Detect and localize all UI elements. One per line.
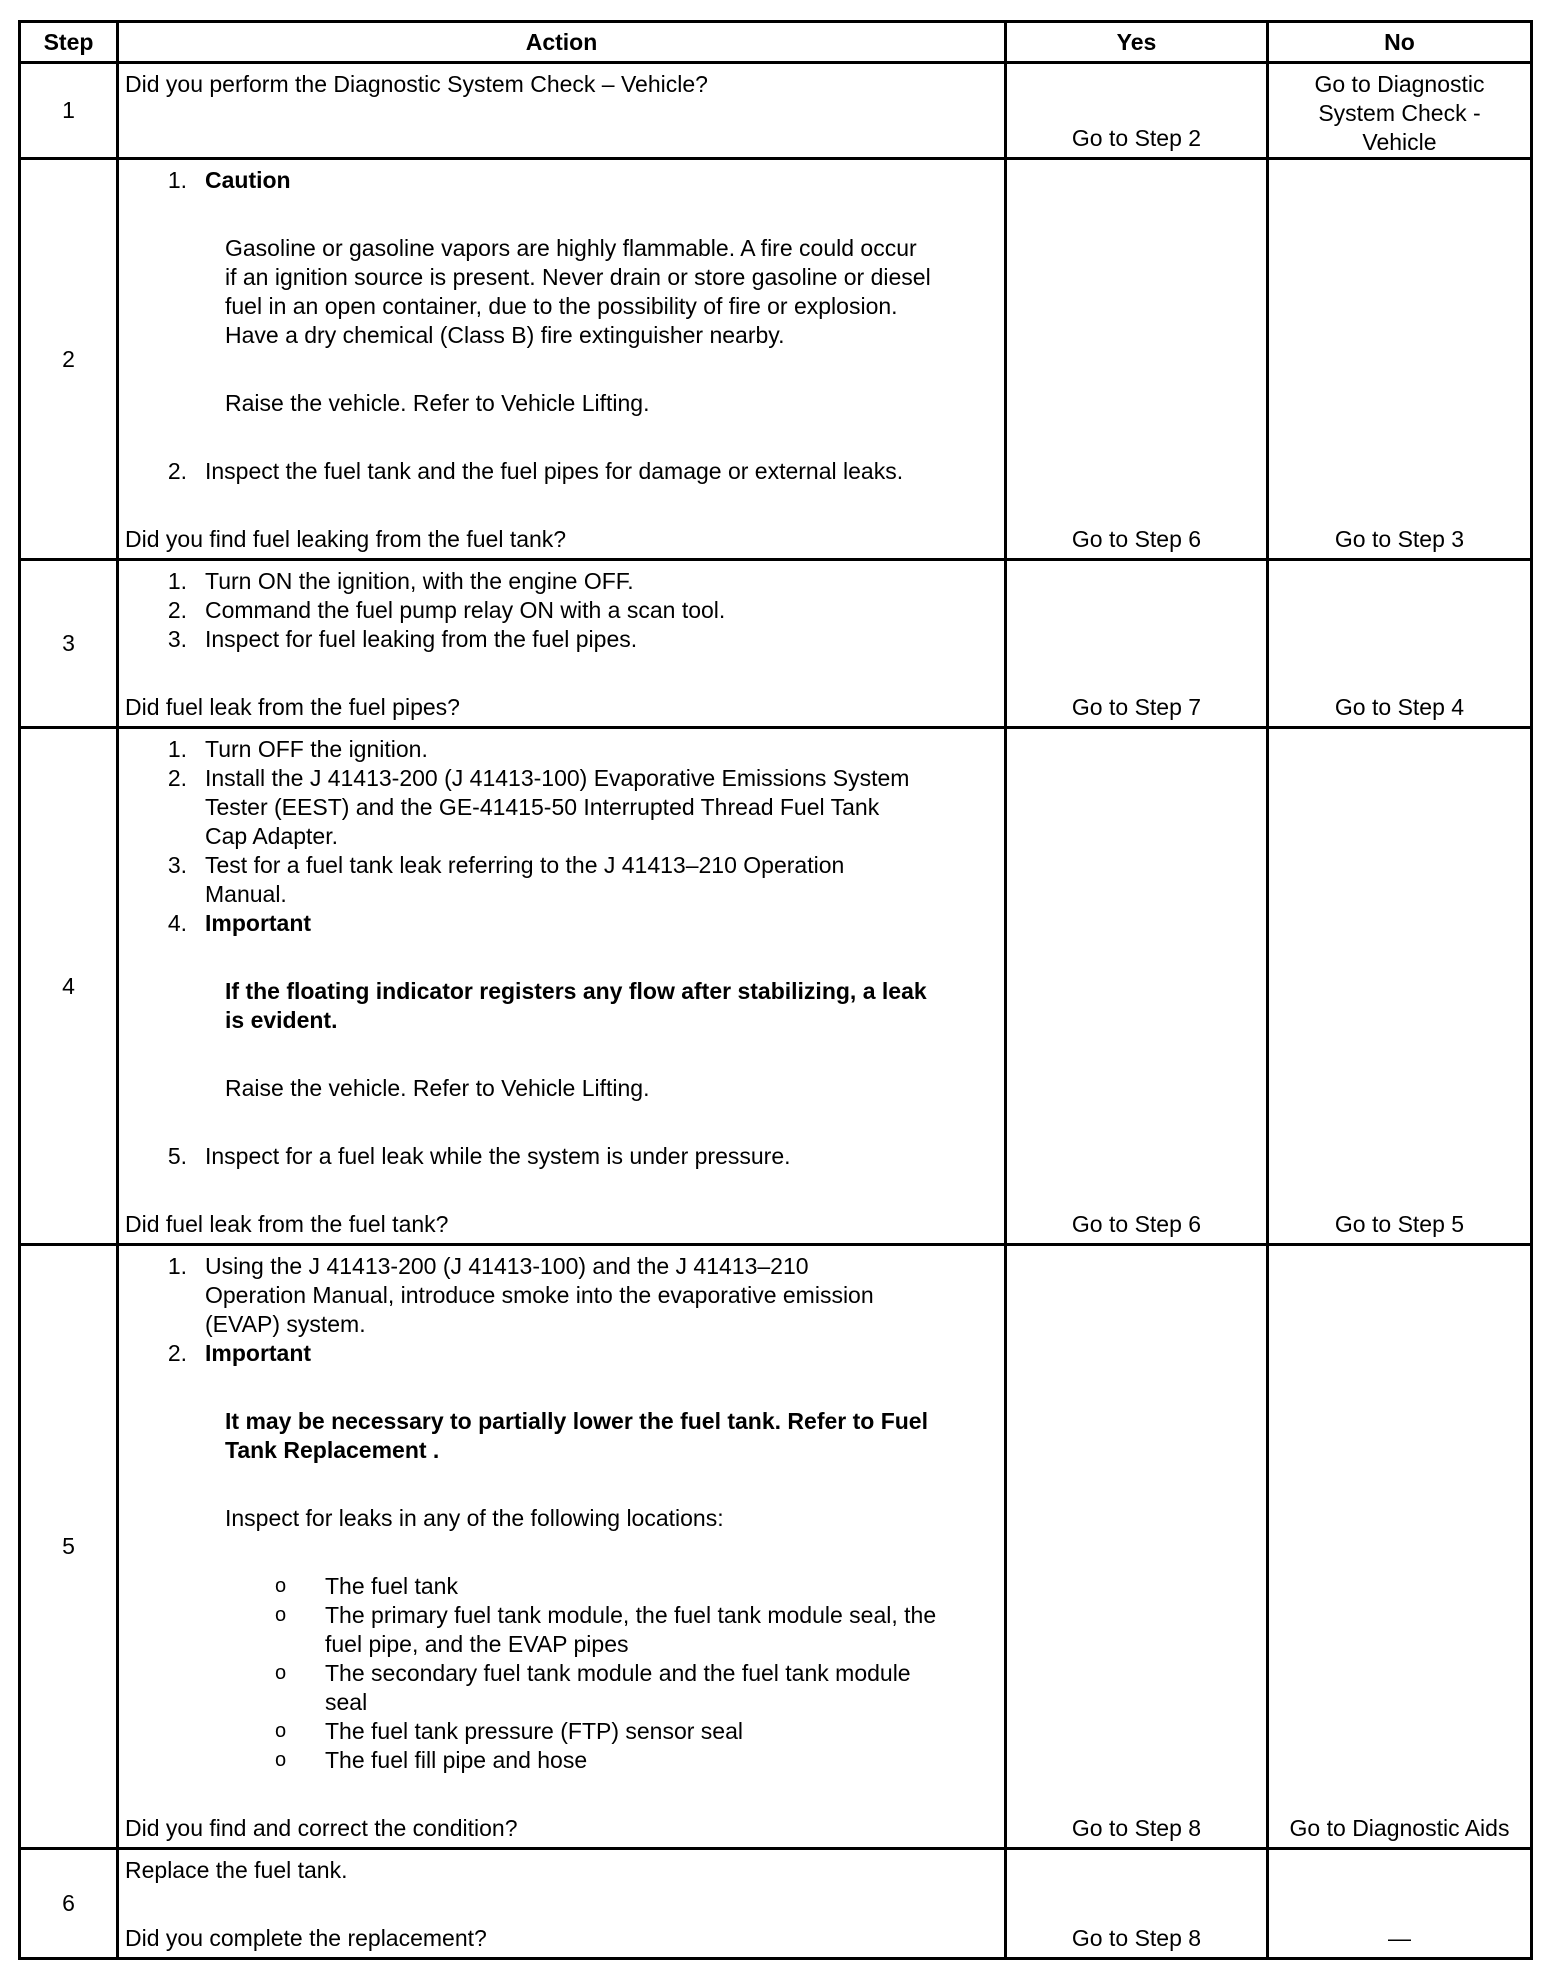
text-line: seal xyxy=(325,1689,368,1715)
no-cell xyxy=(1268,1849,1532,1959)
bullet-item xyxy=(125,1717,1000,1746)
caution-body xyxy=(125,234,1000,350)
text-line: Have a dry chemical (Class B) fire extinguisher nearby. xyxy=(225,322,785,348)
item-number: 4. xyxy=(167,910,187,936)
item-number: 3. xyxy=(167,626,187,652)
item-number: 1. xyxy=(167,736,187,762)
yes-cell xyxy=(1006,63,1268,159)
list-item xyxy=(125,909,1000,938)
header-action: Action xyxy=(118,22,1006,63)
action-cell xyxy=(118,560,1006,728)
yes-cell xyxy=(1006,159,1268,560)
text-line: if an ignition source is present. Never drain or store gasoline or diesel xyxy=(225,264,931,290)
important-title: Important xyxy=(205,910,312,936)
bullet-text xyxy=(325,1601,1000,1659)
item-number: 1. xyxy=(167,568,187,594)
step-number: 1 xyxy=(20,63,118,159)
list-item xyxy=(125,567,1000,596)
list-item xyxy=(125,851,1000,909)
bullet-marker: o xyxy=(275,1662,287,1684)
item-number: 1. xyxy=(167,1253,187,1279)
yes-cell xyxy=(1006,1245,1268,1849)
text-line: The secondary fuel tank module and the fuel tank module xyxy=(325,1660,911,1686)
action-cell xyxy=(118,1849,1006,1959)
item-text xyxy=(205,1252,1000,1339)
table-row-step-2 xyxy=(20,159,1532,560)
bullet-text: The fuel tank xyxy=(325,1573,458,1599)
item-number: 2. xyxy=(167,458,187,484)
item-text: Inspect for fuel leaking from the fuel pipes. xyxy=(205,626,638,652)
step-number: 5 xyxy=(20,1245,118,1849)
list-item xyxy=(125,1142,1000,1171)
question-text: Did fuel leak from the fuel tank? xyxy=(125,1211,449,1237)
table-row-step-4 xyxy=(20,728,1532,1245)
list-item xyxy=(125,457,1000,486)
no-outcome-line: System Check - xyxy=(1318,100,1481,126)
list-item xyxy=(125,764,1000,851)
yes-outcome: Go to Step 6 xyxy=(1071,1211,1202,1237)
text-line: Install the J 41413-200 (J 41413-100) Evaporative Emissions System xyxy=(205,765,910,791)
no-outcome: — xyxy=(1388,1925,1411,1951)
text-line: (EVAP) system. xyxy=(205,1311,366,1337)
bullet-item xyxy=(125,1572,1000,1601)
instruction-text: Raise the vehicle. Refer to Vehicle Lifting. xyxy=(225,390,650,416)
text-line: Tester (EEST) and the GE-41415-50 Interrupted Thread Fuel Tank xyxy=(205,794,880,820)
no-outcome-line: Go to Diagnostic xyxy=(1314,71,1485,97)
item-number: 1. xyxy=(167,167,187,193)
instruction-text: Raise the vehicle. Refer to Vehicle Lifting. xyxy=(225,1075,650,1101)
yes-cell xyxy=(1006,560,1268,728)
question-text: Did you find fuel leaking from the fuel tank? xyxy=(125,526,567,552)
text-line: Test for a fuel tank leak referring to the J 41413–210 Operation xyxy=(205,852,845,878)
no-cell xyxy=(1268,728,1532,1245)
text-line: Cap Adapter. xyxy=(205,823,338,849)
yes-outcome: Go to Step 8 xyxy=(1071,1925,1202,1951)
action-cell xyxy=(118,728,1006,1245)
text-line: fuel pipe, and the EVAP pipes xyxy=(325,1631,629,1657)
text-line: Tank Replacement . xyxy=(225,1437,440,1463)
bullet-item xyxy=(125,1659,1000,1717)
yes-cell xyxy=(1006,1849,1268,1959)
item-text: Turn OFF the ignition. xyxy=(205,736,428,762)
list-item xyxy=(125,625,1000,654)
item-text: Command the fuel pump relay ON with a scan tool. xyxy=(205,597,726,623)
question-text: Did you perform the Diagnostic System Check – Vehicle? xyxy=(125,71,708,97)
instruction-text: Inspect for leaks in any of the following locations: xyxy=(225,1505,724,1531)
diagnostic-table-page xyxy=(18,20,1530,1960)
step-number: 4 xyxy=(20,728,118,1245)
bullet-item xyxy=(125,1746,1000,1775)
question-text: Did you complete the replacement? xyxy=(125,1925,487,1951)
action-cell xyxy=(118,63,1006,159)
list-item xyxy=(125,1252,1000,1339)
item-number: 3. xyxy=(167,852,187,878)
text-line: is evident. xyxy=(225,1007,338,1033)
bullet-text: The fuel fill pipe and hose xyxy=(325,1747,588,1773)
item-text: Inspect for a fuel leak while the system is under pressure. xyxy=(205,1143,791,1169)
text-line: fuel in an open container, due to the possibility of fire or explosion. xyxy=(225,293,898,319)
list-item xyxy=(125,166,1000,195)
text-line: Operation Manual, introduce smoke into the evaporative emission xyxy=(205,1282,874,1308)
bullet-item xyxy=(125,1601,1000,1659)
important-title: Important xyxy=(205,1340,312,1366)
question-text: Did fuel leak from the fuel pipes? xyxy=(125,694,460,720)
header-step: Step xyxy=(20,22,118,63)
text-line: Manual. xyxy=(205,881,287,907)
list-item xyxy=(125,1339,1000,1368)
question-text: Did you find and correct the condition? xyxy=(125,1815,518,1841)
no-outcome xyxy=(1269,70,1530,157)
action-cell xyxy=(118,1245,1006,1849)
bullet-marker: o xyxy=(275,1604,287,1626)
item-number: 5. xyxy=(167,1143,187,1169)
instruction-text: Replace the fuel tank. xyxy=(125,1857,348,1883)
yes-cell xyxy=(1006,728,1268,1245)
item-number: 2. xyxy=(167,597,187,623)
item-text xyxy=(205,851,1000,909)
action-cell xyxy=(118,159,1006,560)
no-outcome: Go to Step 3 xyxy=(1334,526,1465,552)
bullet-marker: o xyxy=(275,1575,287,1597)
bullet-marker: o xyxy=(275,1720,287,1742)
table-row-step-1 xyxy=(20,63,1532,159)
table-row-step-5 xyxy=(20,1245,1532,1849)
table-row-step-6 xyxy=(20,1849,1532,1959)
bullet-text xyxy=(325,1659,1000,1717)
bullet-text: The fuel tank pressure (FTP) sensor seal xyxy=(325,1718,743,1744)
header-yes: Yes xyxy=(1006,22,1268,63)
important-body xyxy=(125,1407,1000,1465)
step-number: 3 xyxy=(20,560,118,728)
no-outcome: Go to Step 5 xyxy=(1334,1211,1465,1237)
no-outcome: Go to Diagnostic Aids xyxy=(1289,1815,1510,1841)
bullet-marker: o xyxy=(275,1749,287,1771)
list-item xyxy=(125,596,1000,625)
no-cell xyxy=(1268,63,1532,159)
text-line: The primary fuel tank module, the fuel tank module seal, the xyxy=(325,1602,937,1628)
table-row-step-3 xyxy=(20,560,1532,728)
no-cell xyxy=(1268,159,1532,560)
no-cell xyxy=(1268,1245,1532,1849)
no-outcome-line: Vehicle xyxy=(1362,129,1437,155)
text-line: Using the J 41413-200 (J 41413-100) and the J 41413–210 xyxy=(205,1253,809,1279)
yes-outcome: Go to Step 6 xyxy=(1071,526,1202,552)
step-number: 6 xyxy=(20,1849,118,1959)
step-number: 2 xyxy=(20,159,118,560)
list-item xyxy=(125,735,1000,764)
diagnostic-steps-table xyxy=(18,20,1533,1960)
yes-outcome: Go to Step 7 xyxy=(1071,694,1202,720)
item-text: Inspect the fuel tank and the fuel pipes for damage or external leaks. xyxy=(205,458,904,484)
header-no: No xyxy=(1268,22,1532,63)
text-line: It may be necessary to partially lower the fuel tank. Refer to Fuel xyxy=(225,1408,928,1434)
item-text xyxy=(205,764,1000,851)
caution-title: Caution xyxy=(205,167,291,193)
yes-outcome: Go to Step 2 xyxy=(1071,125,1202,151)
item-text: Turn ON the ignition, with the engine OFF. xyxy=(205,568,634,594)
important-body xyxy=(125,977,1000,1035)
table-header-row xyxy=(20,22,1532,63)
no-cell xyxy=(1268,560,1532,728)
text-line: If the floating indicator registers any flow after stabilizing, a leak xyxy=(225,978,927,1004)
item-number: 2. xyxy=(167,765,187,791)
yes-outcome: Go to Step 8 xyxy=(1071,1815,1202,1841)
text-line: Gasoline or gasoline vapors are highly flammable. A fire could occur xyxy=(225,235,917,261)
no-outcome: Go to Step 4 xyxy=(1334,694,1465,720)
item-number: 2. xyxy=(167,1340,187,1366)
